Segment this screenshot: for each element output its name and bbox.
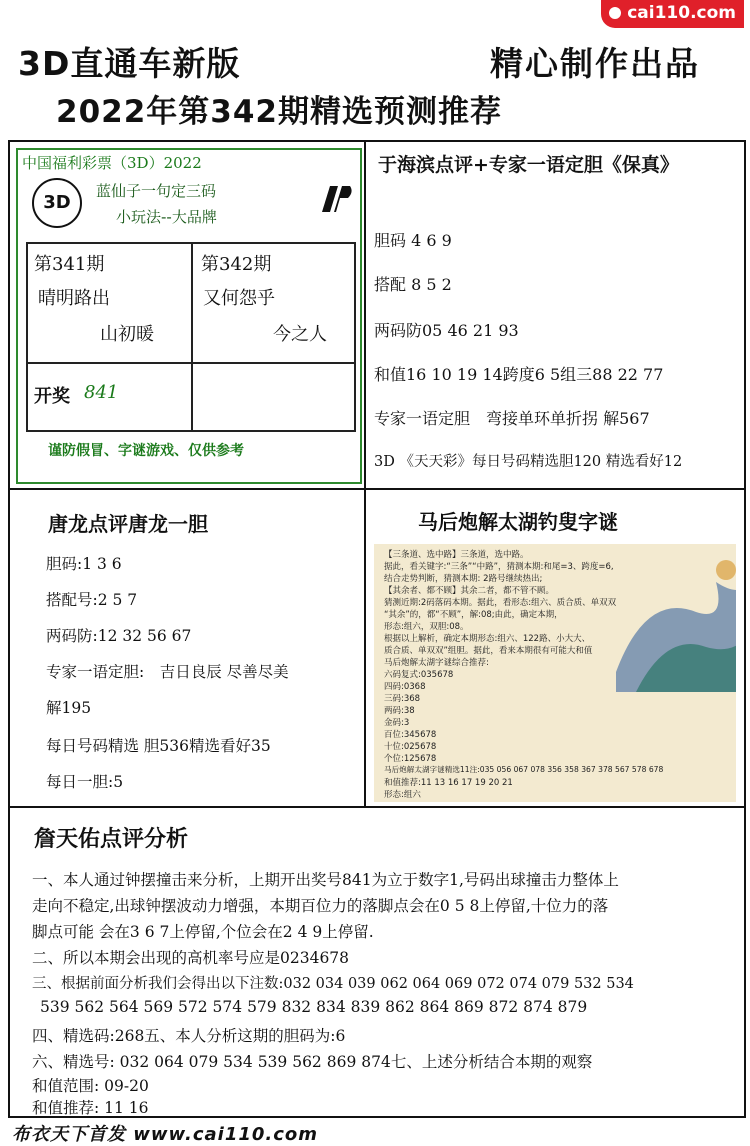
riddle-line: 马后炮解太湖字谜综合推荐: bbox=[384, 658, 489, 668]
riddle-line: 形态:组六，双胆:08。 bbox=[384, 622, 469, 632]
analysis-panel bbox=[8, 808, 746, 1118]
analysis-line: 三、根据前面分析我们会得出以下注数:032 034 039 062 064 069 072 074 079 532 534 bbox=[32, 976, 634, 992]
expert-tang-line: 专家一语定胆: 吉日良辰 尽善尽美 bbox=[46, 663, 289, 681]
prev-issue-cell bbox=[28, 244, 193, 364]
expert-yu-line: 专家一语定胆 弯接单环单折拐 解567 bbox=[374, 409, 650, 428]
draw-value: 841 bbox=[84, 382, 119, 403]
header-subtitle: 2022年第342期精选预测推荐 bbox=[56, 94, 502, 130]
expert-yu-title: 于海滨点评+专家一语定胆《保真》 bbox=[378, 154, 679, 176]
riddle-line: 百位:345678 bbox=[384, 730, 437, 740]
expert-tang-title: 唐龙点评唐龙一胆 bbox=[48, 512, 208, 536]
logo-icon bbox=[609, 7, 621, 19]
cur-riddle-b: 今之人 bbox=[273, 324, 327, 345]
expert-yu-line: 3D 《天天彩》每日号码精选胆120 精选看好12 bbox=[374, 454, 683, 470]
lottery-panel bbox=[8, 140, 366, 490]
riddle-line: 据此，看关键字:“三条”“中路”，猜测本期:和尾=3、跨度=6, bbox=[384, 562, 614, 572]
riddle-line: 【其余者、都不顾】其余二者，都不管不顾。 bbox=[384, 586, 555, 596]
riddle-line: 结合走势判断，猜测本期: 2路号继续热出; bbox=[384, 574, 543, 584]
draw-cell bbox=[28, 364, 193, 430]
riddle-line: 个位:125678 bbox=[384, 754, 437, 764]
expert-panel-yu bbox=[366, 140, 746, 490]
empty-draw-cell bbox=[193, 364, 354, 430]
site-badge-text[interactable]: cai110.com bbox=[627, 3, 736, 23]
prev-riddle-a: 晴明路出 bbox=[38, 288, 110, 309]
cur-riddle-a: 又何怨乎 bbox=[203, 288, 275, 309]
riddle-line: 六码复式:035678 bbox=[384, 670, 454, 680]
lottery-head: 中国福利彩票（3D）2022 bbox=[22, 154, 202, 172]
expert-panel-mahoupao bbox=[366, 490, 746, 808]
riddle-line: 三码:368 bbox=[384, 694, 421, 704]
expert-yu-line: 两码防05 46 21 93 bbox=[374, 321, 519, 340]
expert-yu-line: 和值16 10 19 14跨度6 5组三88 22 77 bbox=[374, 365, 664, 384]
riddle-line: 两码:38 bbox=[384, 706, 415, 716]
riddle-line: 质合质、单双双”组胆。据此，看来本期很有可能大和值 bbox=[384, 646, 593, 656]
brand-mark-icon bbox=[318, 182, 354, 216]
analysis-line: 539 562 564 569 572 574 579 832 834 839 862 864 869 872 874 879 bbox=[40, 998, 588, 1016]
riddle-line: 【三条道、选中路】三条道，选中路。 bbox=[384, 550, 529, 560]
lottery-footer: 谨防假冒、字谜游戏、仅供参考 bbox=[48, 443, 244, 459]
expert-tang-line: 胆码:1 3 6 bbox=[46, 555, 122, 573]
expert-tang-line: 搭配号:2 5 7 bbox=[46, 591, 138, 609]
lottery-slogan-2: 小玩法--大品牌 bbox=[116, 208, 217, 226]
analysis-line: 二、所以本期会出现的高机率号应是0234678 bbox=[32, 949, 350, 967]
expert-panel-tang bbox=[8, 490, 366, 808]
expert-yu-line: 胆码 4 6 9 bbox=[374, 231, 452, 250]
riddle-line: 马后炮解太湖字谜精选11注:035 056 067 078 356 358 367 378 567 578 678 bbox=[384, 765, 664, 774]
analysis-line: 走向不稳定,出球钟摆波动力增强，本期百位力的落脚点会在0 5 8上停留,十位力的落 bbox=[32, 897, 609, 915]
riddle-line: 猜测近期:2码落码本期。据此，看形态:组六、质合质、单双双 bbox=[384, 598, 617, 608]
draw-label: 开奖 bbox=[34, 386, 70, 407]
footer-source: 布衣天下首发 www.cai110.com bbox=[12, 1124, 319, 1145]
expert-yu-line: 搭配 8 5 2 bbox=[374, 275, 452, 294]
prev-issue-label: 第341期 bbox=[34, 254, 105, 275]
expert-tang-line: 两码防:12 32 56 67 bbox=[46, 627, 192, 645]
cur-issue-cell bbox=[193, 244, 354, 364]
3d-logo-icon: 3D bbox=[32, 178, 82, 228]
lottery-slogan-1: 蓝仙子一句定三码 bbox=[96, 182, 217, 200]
riddle-line: 根据以上解析，确定本期形态:组六、122路、小大大、 bbox=[384, 634, 591, 644]
riddle-line: 四码:0368 bbox=[384, 682, 426, 692]
riddle-line: 十位:025678 bbox=[384, 742, 437, 752]
expert-tang-line: 每日一胆:5 bbox=[46, 773, 124, 791]
analysis-line: 和值推荐: 11 16 bbox=[32, 1099, 149, 1117]
analysis-line: 六、精选号: 032 064 079 534 539 562 869 874七、上述分析结合本期的观察 bbox=[32, 1053, 593, 1071]
prev-riddle-b: 山初暖 bbox=[100, 324, 154, 345]
expert-tang-line: 解195 bbox=[46, 699, 92, 717]
header-right-title: 精心制作出品 bbox=[490, 44, 700, 83]
lottery-grid bbox=[26, 242, 356, 432]
riddle-line: 和值推荐:11 13 16 17 19 20 21 bbox=[384, 778, 513, 788]
riddle-line: 金码:3 bbox=[384, 718, 410, 728]
header-left-title: 3D直通车新版 bbox=[18, 44, 241, 83]
analysis-title: 詹天佑点评分析 bbox=[34, 826, 189, 852]
expert-tang-line: 每日号码精选 胆536精选看好35 bbox=[46, 737, 271, 755]
page-header bbox=[18, 34, 732, 132]
analysis-line: 一、本人通过钟摆撞击来分析，上期开出奖号841为立于数字1,号码出球撞击力整体上 bbox=[32, 871, 619, 889]
analysis-line: 脚点可能 会在3 6 7上停留,个位会在2 4 9上停留. bbox=[32, 923, 374, 941]
wave-decoration-icon bbox=[616, 552, 736, 692]
riddle-analysis-box bbox=[374, 544, 736, 802]
analysis-line: 四、精选码:268五、本人分析这期的胆码为:6 bbox=[32, 1027, 346, 1045]
cur-issue-label: 第342期 bbox=[201, 254, 272, 275]
riddle-line: “其余”的，都“不顾”，解:08;由此，确定本期， bbox=[384, 610, 563, 620]
expert-mahoupao-title: 马后炮解太湖钓叟字谜 bbox=[418, 510, 618, 534]
analysis-line: 和值范围: 09-20 bbox=[32, 1077, 149, 1095]
riddle-line: 形态:组六 bbox=[384, 790, 421, 800]
site-badge[interactable] bbox=[601, 0, 744, 28]
lottery-frame bbox=[16, 148, 362, 484]
